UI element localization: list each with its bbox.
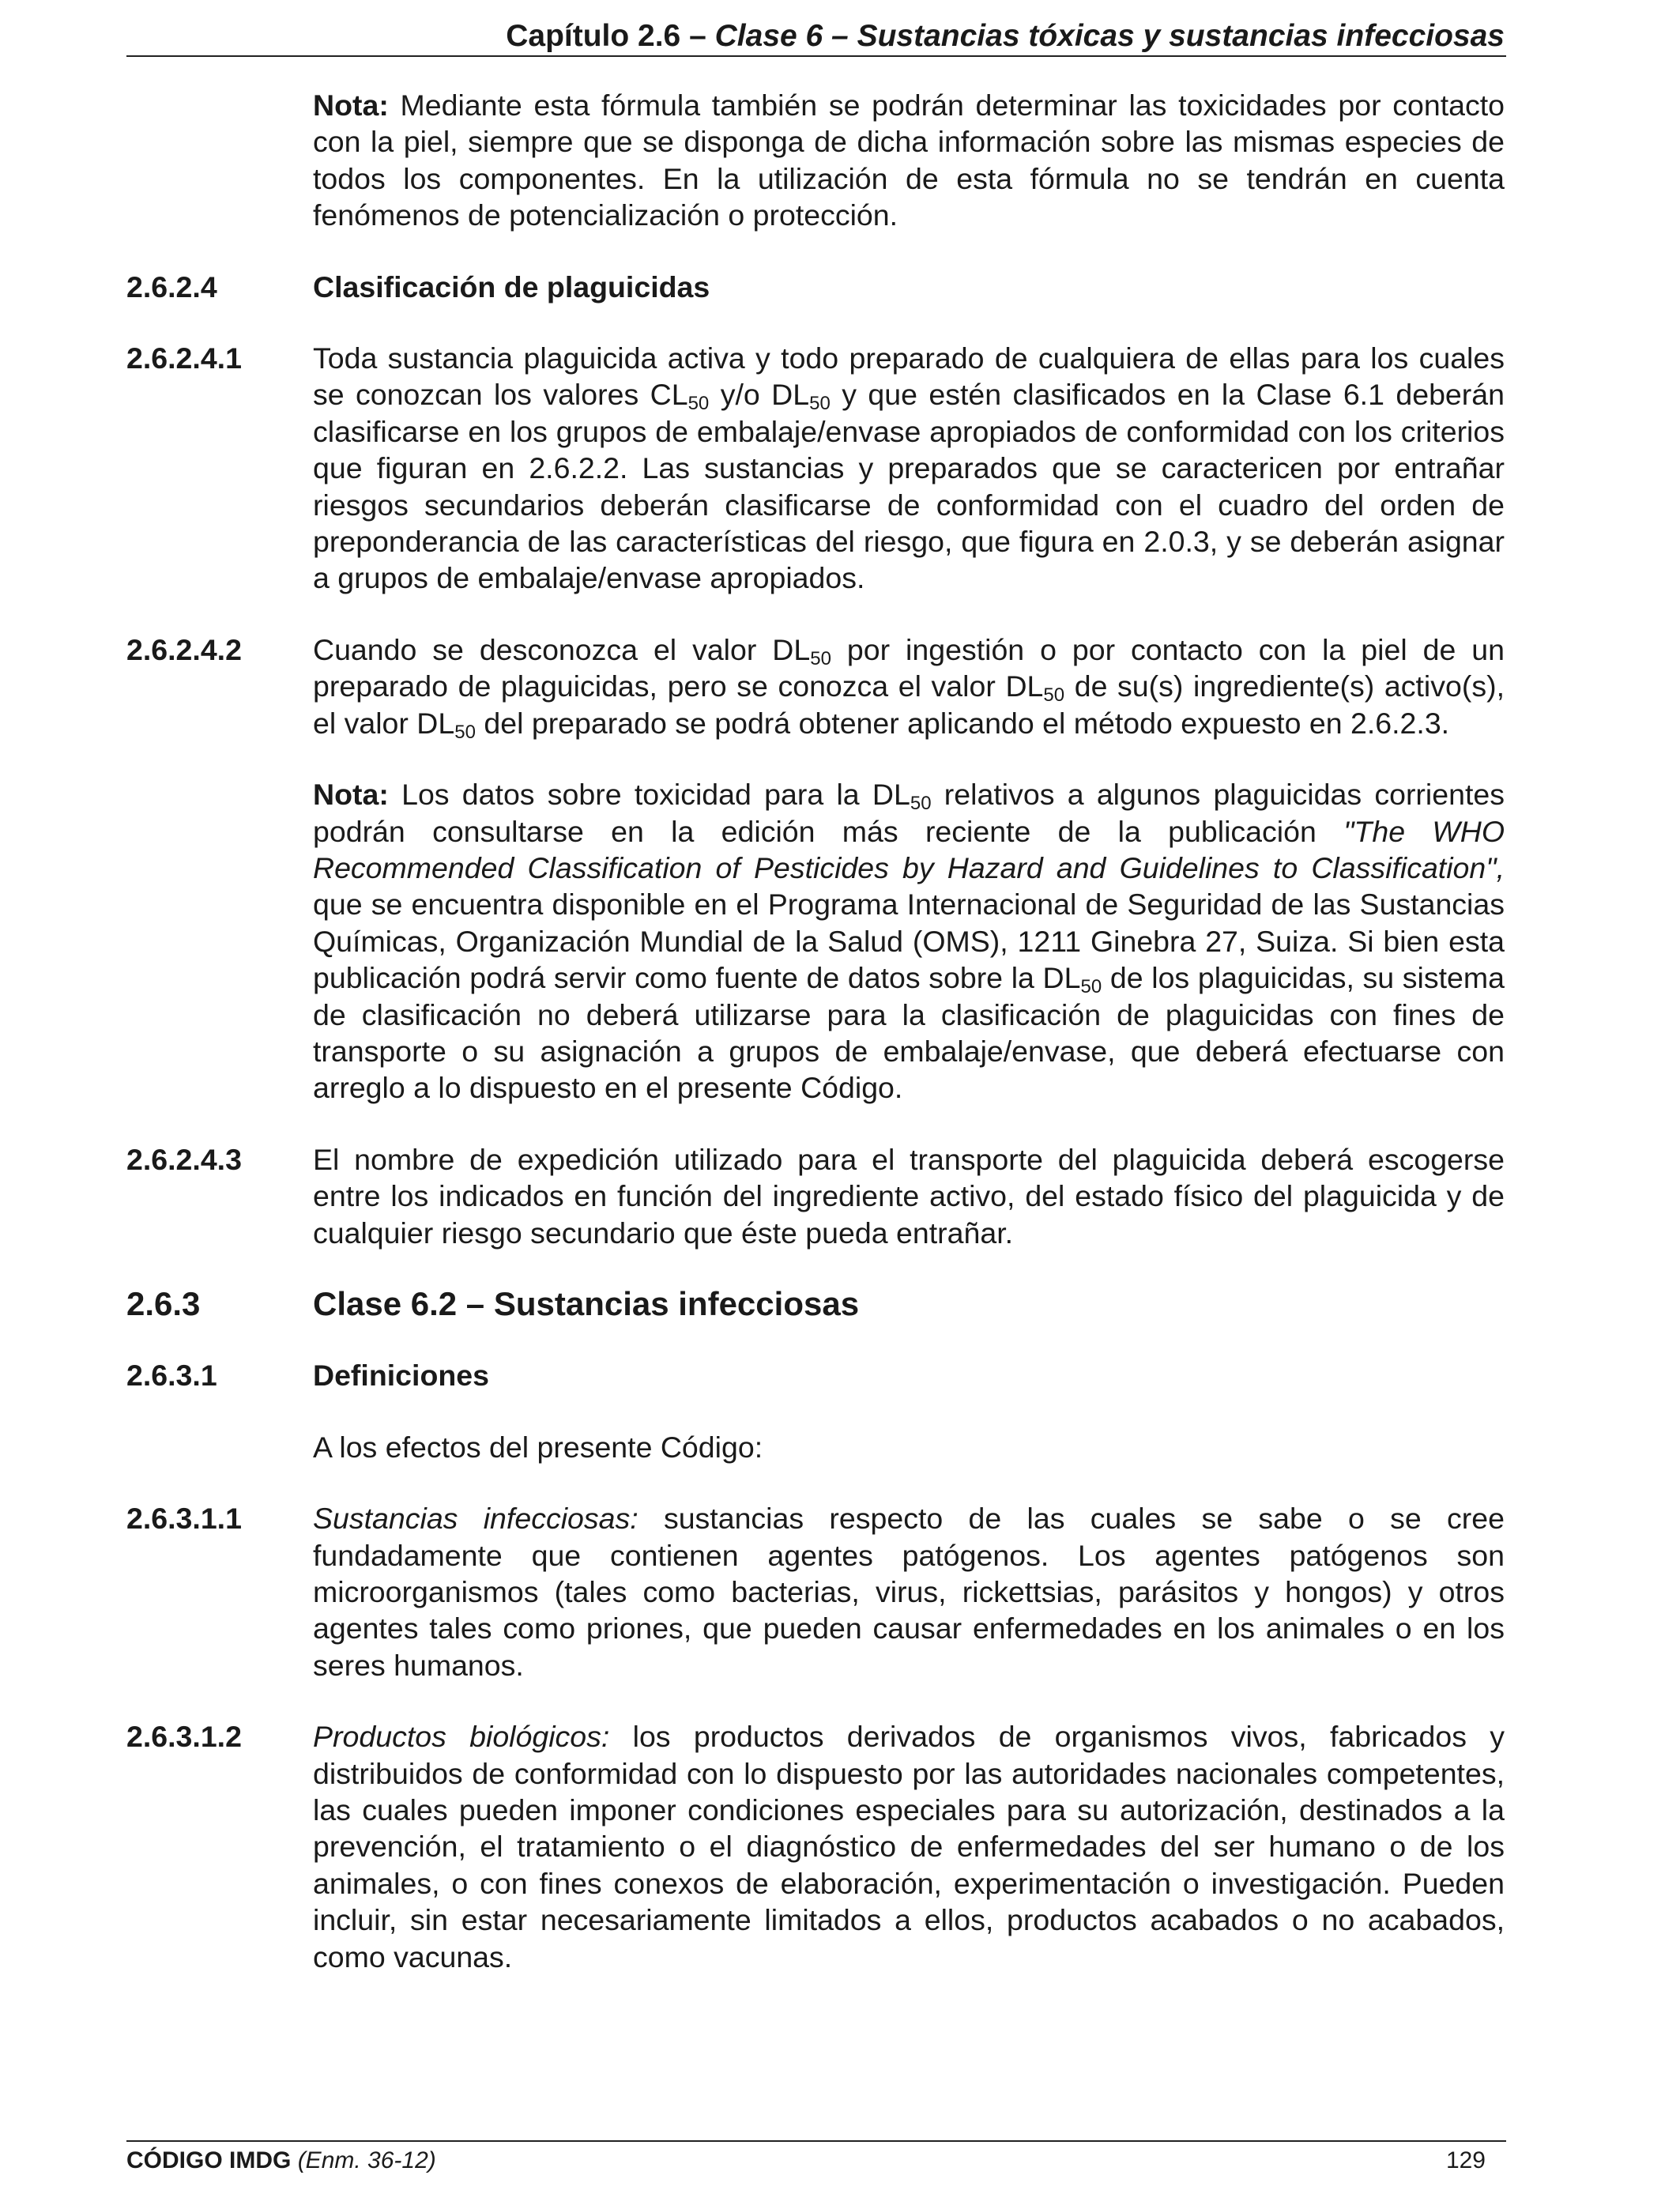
header-title [506,17,1505,55]
section-number: 2.6.2.4.3 [126,1142,242,1176]
paragraph: Cuando se desconozca el valor $DL_{50}$ por ingestión o por contacto con la piel de un preparado de plaguicidas, pero se conozca el valor $DL_{50}$ de su(s) ingrediente(s) activo(s), el valor $DL_{50}$ del preparado se podrá obtener aplicando el método expuesto en 2.6.2.3. [313,632,1505,743]
page-footer [126,2140,1506,2173]
section-2-6-2-4 [126,269,1505,305]
section-number: 2.6.3 [126,1284,201,1322]
paragraph: El nombre de expedición utilizado para el transporte del plaguicida deberá escogerse entre los indicados en función del ingrediente activo, del estado físico del plaguicida y de cualquier riesgo secundario que éste pueda entrañar. [313,1142,1505,1250]
section-title: Definiciones [313,1359,489,1393]
note-who-pesticides [126,776,1505,1106]
section-2-6-3-1-2 [126,1718,1505,1975]
note-formula [126,87,1505,234]
section-2-6-2-4-3 [126,1141,1505,1251]
page-number: 129 [1445,2147,1486,2173]
section-2-6-3-1-1 [126,1500,1505,1683]
section-number: 2.6.3.1.1 [126,1502,242,1536]
section-2-6-3-1 [126,1357,1505,1393]
section-number: 2.6.2.4 [126,270,217,303]
defined-term: Sustancias infecciosas: [313,1502,638,1536]
document-body [126,87,1505,1975]
paragraph: Toda sustancia plaguicida activa y todo preparado de cualquiera de ellas para los cuales se conozcan los valores $CL_{50}$ y/o $DL_{50}$ y que estén clasificados en la Clase 6.1 deberán clasificarse en los grupos de embalaje/envase apropiados de conformidad con los criterios que figuran en 2.6.2.2. Las sustancias y preparados que se caractericen por entrañar riesgos secundarios deberán clasificarse de conformidad con el cuadro del orden de preponderancia de las características del riesgo, que figura en 2.0.3, y se deberán asignar a grupos de embalaje/envase apropiados. [313,341,1505,595]
note-text: Mediante esta fórmula también se podrán determinar las toxicidades por contacto con la piel, siempre que se disponga de dicha información sobre las mismas especies de todos los componentes. En la utilización de esta fórmula no se tendrán en cuenta fenómenos de potencialización o protección. [313,89,1505,232]
header-chapter: Capítulo 2.6 – [506,19,706,53]
footer-edition: (Enm. 36-12) [297,2147,436,2173]
paragraph: A los efectos del presente Código: [313,1430,763,1464]
section-title: Clasificación de plaguicidas [313,270,710,303]
section-number: 2.6.3.1 [126,1359,217,1393]
header-class-title: Clase 6 – Sustancias tóxicas y sustancias infecciosas [714,19,1505,53]
defined-term: Productos biológicos: [313,1720,610,1754]
note-label: Nota: [313,89,389,122]
section-title: Clase 6.2 – Sustancias infecciosas [313,1284,860,1322]
definitions-intro [126,1429,1505,1465]
section-number: 2.6.2.4.1 [126,341,242,375]
paragraph: Sustancias infecciosas: sustancias respecto de las cuales se sabe o se cree fundadamente que contienen agentes patógenos. Los agentes patógenos son microorganismos (tales como bacterias, virus, rickettsias, parásitos y hongos) y otros agentes tales como priones, que pueden causar enfermedades en los animales o en los seres humanos. [313,1502,1505,1682]
section-number: 2.6.2.4.2 [126,632,242,666]
publication-title: "The WHO Recommended Classification of Pesticides by Hazard and Guidelines to Classification", [313,814,1505,884]
section-2-6-2-4-1 [126,340,1505,597]
section-number: 2.6.3.1.2 [126,1720,242,1754]
paragraph: Productos biológicos: los productos derivados de organismos vivos, fabricados y distribuidos de conformidad con lo dispuesto por las autoridades nacionales competentes, las cuales pueden imponer condiciones especiales para su autorización, destinados a la prevención, el tratamiento o el diagnóstico de enfermedades del ser humano o de los animales, o con fines conexos de elaboración, experimentación o investigación. Pueden incluir, sin estar necesariamente limitados a ellos, productos acabados o no acabados, como vacunas. [313,1720,1505,1973]
paragraph: Nota: Los datos sobre toxicidad para la $DL_{50}$ relativos a algunos plaguicidas corrientes podrán consultarse en la edición más reciente de la publicación "The WHO Recommended Classification of Pesticides by Hazard and Guidelines to Classification", que se encuentra disponible en el Programa Internacional de Seguridad de las Sustancias Químicas, Organización Mundial de la Salud (OMS), 1211 Ginebra 27, Suiza. Si bien esta publicación podrá servir como fuente de datos sobre la $DL_{50}$ de los plaguicidas, su sistema de clasificación no deberá utilizarse para la clasificación de plaguicidas con fines de transporte o su asignación a grupos de embalaje/envase, que deberá efectuarse con arreglo a lo dispuesto en el presente Código. [313,778,1505,1105]
note-label: Nota: [313,778,389,812]
footer-code: CÓDIGO IMDG [126,2147,292,2173]
section-2-6-2-4-2 [126,631,1505,741]
page-header [126,17,1506,57]
section-2-6-3 [126,1286,1505,1322]
